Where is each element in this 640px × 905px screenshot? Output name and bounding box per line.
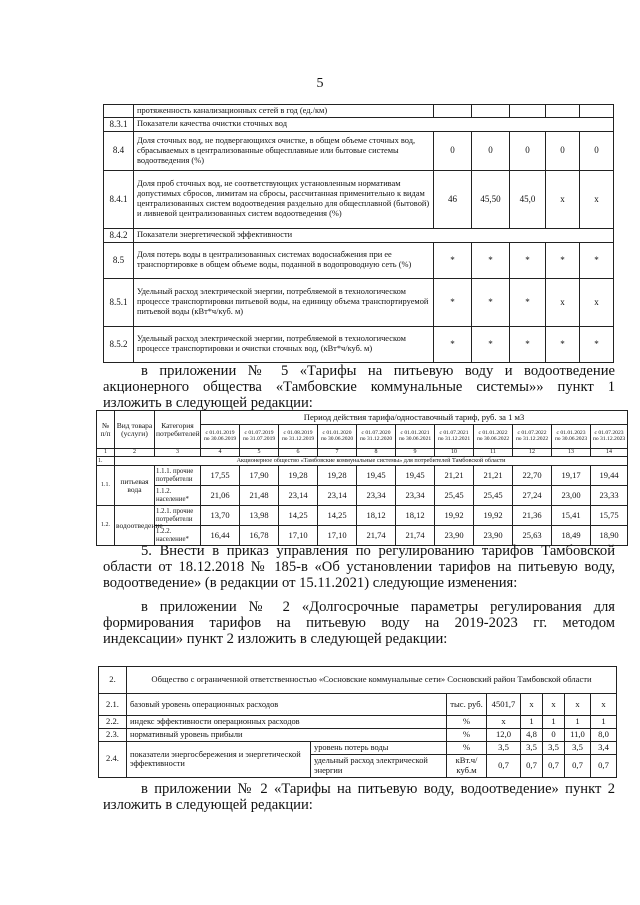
table-cell: 45,50 xyxy=(472,170,510,228)
unit-cell: тыс. руб. xyxy=(447,694,487,716)
table-cell: 0 xyxy=(543,728,565,741)
table-row xyxy=(104,228,614,242)
column-index: 3 xyxy=(155,449,201,457)
period-cell: с 01.08.2019 по 31.12.2019 xyxy=(279,425,318,449)
table-cell: * xyxy=(580,326,614,362)
table-row xyxy=(104,118,614,132)
table-cell: 0,7 xyxy=(543,754,565,777)
table-cell: * xyxy=(434,242,472,278)
tariff-value: 23,34 xyxy=(396,486,435,506)
table-cell: 45,0 xyxy=(510,170,546,228)
tariff-value: 15,41 xyxy=(552,506,591,526)
section-title: Показатели качества очистки сточных вод xyxy=(134,118,614,132)
row-label: Доля сточных вод, не подвергающихся очистке, в общем объеме сточных вод, сбрасываемых в централизованные общесплавные или бытовые системы водоотведения (%) xyxy=(134,131,434,170)
table-cell: * xyxy=(546,326,580,362)
indicators-table xyxy=(103,104,614,363)
section-number: 1. xyxy=(97,457,115,466)
column-index: 11 xyxy=(474,449,513,457)
tariff-value: 14,25 xyxy=(279,506,318,526)
tariff-value: 25,45 xyxy=(474,486,513,506)
tariff-value: 16,78 xyxy=(240,526,279,546)
row-number: 2.2. xyxy=(99,716,127,729)
text-line: 5. Внести в приказ управления по регулированию тарифов Тамбовской xyxy=(141,543,615,559)
period-cell: с 01.07.2020 по 31.12.2020 xyxy=(357,425,396,449)
tariff-value: 23,90 xyxy=(435,526,474,546)
table-cell: 4,8 xyxy=(521,728,543,741)
table-cell: 3,5 xyxy=(521,741,543,754)
column-index: 13 xyxy=(552,449,591,457)
tariff-value: 19,45 xyxy=(357,466,396,486)
page-number: 5 xyxy=(316,76,324,91)
table-cell: 8,0 xyxy=(591,728,617,741)
table-cell: 0,7 xyxy=(521,754,543,777)
row-number: 8.5.1 xyxy=(104,278,134,326)
column-index: 1 xyxy=(97,449,115,457)
table-cell: * xyxy=(546,242,580,278)
text-line: в приложении № 2 «Долгосрочные параметры регулирования для xyxy=(141,599,615,615)
tariff-value: 17,10 xyxy=(318,526,357,546)
column-index: 9 xyxy=(396,449,435,457)
period-cell: с 01.01.2020 по 30.06.2020 xyxy=(318,425,357,449)
table-cell: x xyxy=(580,278,614,326)
row-label: базовый уровень операционных расходов xyxy=(127,694,447,716)
tariff-table xyxy=(96,410,628,546)
table-cell: 46 xyxy=(434,170,472,228)
tariff-value: 21,06 xyxy=(201,486,240,506)
tariff-value: 14,25 xyxy=(318,506,357,526)
tariff-value: 22,70 xyxy=(513,466,552,486)
column-index: 8 xyxy=(357,449,396,457)
row-number: 2.1. xyxy=(99,694,127,716)
tariff-value: 25,63 xyxy=(513,526,552,546)
row-label: Удельный расход электрической энергии, потребляемой в технологическом процессе транспортировки и очистки сточных вод, (кВт*ч/куб. м) xyxy=(134,326,434,362)
column-index: 4 xyxy=(201,449,240,457)
tariff-value: 16,44 xyxy=(201,526,240,546)
table-cell: 1 xyxy=(565,716,591,729)
paragraph-appendix-5 xyxy=(103,363,615,411)
table-row xyxy=(97,449,628,457)
table-cell: 0,7 xyxy=(565,754,591,777)
tariff-value: 23,14 xyxy=(279,486,318,506)
table-cell: * xyxy=(510,278,546,326)
tariff-value: 17,90 xyxy=(240,466,279,486)
paragraph-appendix-2-item-2 xyxy=(103,781,615,813)
section-title: Показатели энергетической эффективности xyxy=(134,228,614,242)
header-period: Период действия тарифа/одноставочный тариф, руб. за 1 м3 xyxy=(201,411,628,425)
row-number: 8.5.2 xyxy=(104,326,134,362)
table-row xyxy=(97,486,628,506)
tariff-value: 23,34 xyxy=(357,486,396,506)
group-kind: питьевая вода xyxy=(115,466,155,506)
tariff-value: 17,55 xyxy=(201,466,240,486)
tariff-value: 19,28 xyxy=(279,466,318,486)
table-cell: 0 xyxy=(472,131,510,170)
period-cell: с 01.01.2022 по 30.06.2022 xyxy=(474,425,513,449)
tariff-value: 21,74 xyxy=(396,526,435,546)
table-row xyxy=(99,667,617,694)
tariff-value: 18,90 xyxy=(591,526,628,546)
paragraph-item-5 xyxy=(103,543,615,591)
tariff-value: 13,98 xyxy=(240,506,279,526)
tariff-value: 19,45 xyxy=(396,466,435,486)
header-no: № п/п xyxy=(97,411,115,449)
unit-cell: % xyxy=(447,741,487,754)
table-cell: * xyxy=(580,242,614,278)
table-cell: * xyxy=(434,326,472,362)
table-cell: x xyxy=(580,170,614,228)
table-row xyxy=(99,741,617,754)
tariff-value: 17,10 xyxy=(279,526,318,546)
table-cell: * xyxy=(472,326,510,362)
row-label: Доля потерь воды в централизованных системах водоснабжения при ее транспортировке в общем объеме воды, поданной в водопроводную сеть (%) xyxy=(134,242,434,278)
table-cell: 3,5 xyxy=(565,741,591,754)
table-cell: 0 xyxy=(510,131,546,170)
paragraph-appendix-2 xyxy=(103,599,615,647)
category-cell: 1.2.2. население* xyxy=(155,526,201,546)
unit-cell: % xyxy=(447,716,487,729)
tariff-value: 21,21 xyxy=(435,466,474,486)
tariff-value: 25,45 xyxy=(435,486,474,506)
unit-cell: кВт.ч/куб.м xyxy=(447,754,487,777)
table-cell: 1 xyxy=(521,716,543,729)
table-cell: 0 xyxy=(546,131,580,170)
row-number: 8.4 xyxy=(104,131,134,170)
period-cell: с 01.07.2019 по 31.07.2019 xyxy=(240,425,279,449)
table-cell: * xyxy=(472,242,510,278)
table-cell: 11,0 xyxy=(565,728,591,741)
table-cell: 1 xyxy=(543,716,565,729)
table-cell: 0,7 xyxy=(591,754,617,777)
group-number: 1.1. xyxy=(97,466,115,506)
tariff-value: 21,48 xyxy=(240,486,279,506)
tariff-value: 27,24 xyxy=(513,486,552,506)
table-cell: * xyxy=(434,278,472,326)
tariff-value: 23,33 xyxy=(591,486,628,506)
header-kind: Вид товара (услуги) xyxy=(115,411,155,449)
text-line: изложить в следующей редакции: xyxy=(103,797,313,813)
table-cell: x xyxy=(546,170,580,228)
tariff-value: 15,75 xyxy=(591,506,628,526)
table-cell: 4501,7 xyxy=(487,694,521,716)
table-cell: 3,5 xyxy=(487,741,521,754)
table-cell: 0 xyxy=(434,131,472,170)
group-kind: водоотведение xyxy=(115,506,155,546)
text-line: формирования тарифов на питьевую воду на 2019-2023 гг. методом xyxy=(103,615,615,631)
column-index: 5 xyxy=(240,449,279,457)
table-cell: x xyxy=(487,716,521,729)
column-index: 14 xyxy=(591,449,628,457)
tariff-value: 21,21 xyxy=(474,466,513,486)
table-cell: x xyxy=(521,694,543,716)
table-cell: x xyxy=(565,694,591,716)
row-number: 2. xyxy=(99,667,127,694)
tariff-value: 13,70 xyxy=(201,506,240,526)
table-cell: 3,4 xyxy=(591,741,617,754)
tariff-value: 19,92 xyxy=(435,506,474,526)
row-number: 8.4.2 xyxy=(104,228,134,242)
tariff-value: 18,12 xyxy=(396,506,435,526)
table-cell: * xyxy=(510,242,546,278)
table-row xyxy=(104,326,614,362)
table-cell: 1 xyxy=(591,716,617,729)
tariff-value: 23,14 xyxy=(318,486,357,506)
row-label: Удельный расход электрической энергии, потребляемой в технологическом процессе транспортировки питьевой воды, на единицу объема транспортируемой питьевой воды (кВт*ч/куб. м) xyxy=(134,278,434,326)
period-cell: с 01.07.2021 по 31.12.2021 xyxy=(435,425,474,449)
table-row xyxy=(97,506,628,526)
table-cell: 0,7 xyxy=(487,754,521,777)
column-index: 10 xyxy=(435,449,474,457)
column-index: 6 xyxy=(279,449,318,457)
table-cell: 0 xyxy=(580,131,614,170)
section-title: Акционерное общество «Тамбовские коммунальные системы» для потребителей Тамбовской области xyxy=(115,457,628,466)
row-number: 8.3.1 xyxy=(104,118,134,132)
tariff-value: 23,00 xyxy=(552,486,591,506)
row-number: 8.4.1 xyxy=(104,170,134,228)
row-label: индекс эффективности операционных расходов xyxy=(127,716,447,729)
table-cell: * xyxy=(472,278,510,326)
table-cell: x xyxy=(591,694,617,716)
row-label: нормативный уровень прибыли xyxy=(127,728,447,741)
column-index: 2 xyxy=(115,449,155,457)
text-line: в приложении № 5 «Тарифы на питьевую воду и водоотведение xyxy=(141,363,615,379)
text-line: области от 18.12.2018 № 185-в «Об установлении тарифов на питьевую воду, xyxy=(103,559,615,575)
tariff-value: 21,36 xyxy=(513,506,552,526)
text-line: водоотведение» (в редакции от 15.11.2021) следующие изменения: xyxy=(103,575,518,591)
table-row xyxy=(99,728,617,741)
parameters-table xyxy=(98,666,617,778)
text-line: индексации» пункт 2 изложить в следующей редакции: xyxy=(103,631,448,647)
column-index: 7 xyxy=(318,449,357,457)
table-row xyxy=(99,694,617,716)
table-row xyxy=(97,457,628,466)
category-cell: 1.1.2. население* xyxy=(155,486,201,506)
table-cell: x xyxy=(543,694,565,716)
category-cell: 1.1.1. прочие потребители xyxy=(155,466,201,486)
organization-title: Общество с ограниченной ответственностью «Сосновские коммунальные сети» Сосновский район Тамбовской области xyxy=(127,667,617,694)
tariff-value: 23,90 xyxy=(474,526,513,546)
row-number: 2.3. xyxy=(99,728,127,741)
category-cell: 1.2.1. прочие потребители xyxy=(155,506,201,526)
group-number: 1.2. xyxy=(97,506,115,546)
table-row xyxy=(97,466,628,486)
table-cell: 12,0 xyxy=(487,728,521,741)
table-row xyxy=(104,105,614,118)
table-row xyxy=(104,242,614,278)
tariff-value: 19,44 xyxy=(591,466,628,486)
tariff-value: 21,74 xyxy=(357,526,396,546)
table-row xyxy=(104,170,614,228)
row-label: Доля проб сточных вод, не соответствующих установленным нормативам допустимых сбросов, лимитам на сбросы, рассчитанная применительно к видам централизованных систем водоотведения раздельно для общесплавной (бытовой) и ливневой централизованных систем водоотведения (%) xyxy=(134,170,434,228)
period-cell: с 01.07.2022 по 31.12.2022 xyxy=(513,425,552,449)
period-cell: с 01.01.2023 по 30.06.2023 xyxy=(552,425,591,449)
text-line: изложить в следующей редакции: xyxy=(103,395,313,411)
sub-label: уровень потерь воды xyxy=(311,741,447,754)
table-row xyxy=(104,131,614,170)
row-number: 8.5 xyxy=(104,242,134,278)
sub-label: удельный расход электрической энергии xyxy=(311,754,447,777)
period-cell: с 01.01.2021 по 30.06.2021 xyxy=(396,425,435,449)
table-row xyxy=(104,278,614,326)
tariff-value: 19,92 xyxy=(474,506,513,526)
table-cell: x xyxy=(546,278,580,326)
text-line: в приложении № 2 «Тарифы на питьевую воду, водоотведение» пункт 2 xyxy=(141,781,615,797)
table-cell: 3,5 xyxy=(543,741,565,754)
tariff-value: 18,12 xyxy=(357,506,396,526)
tariff-value: 18,49 xyxy=(552,526,591,546)
period-cell: с 01.01.2019 по 30.06.2019 xyxy=(201,425,240,449)
table-row xyxy=(97,411,628,425)
table-cell: * xyxy=(510,326,546,362)
period-cell: с 01.07.2023 по 31.12.2023 xyxy=(591,425,628,449)
table-cell: протяженность канализационных сетей в год (ед./км) xyxy=(134,105,434,118)
row-label: показатели энергосбережения и энергетической эффективности xyxy=(127,741,311,777)
tariff-value: 19,17 xyxy=(552,466,591,486)
column-index: 12 xyxy=(513,449,552,457)
tariff-value: 19,28 xyxy=(318,466,357,486)
row-number: 2.4. xyxy=(99,741,127,777)
header-category: Категория потребителей xyxy=(155,411,201,449)
table-row xyxy=(99,716,617,729)
text-line: акционерного общества «Тамбовские коммунальные системы»» пункт 1 xyxy=(103,379,615,395)
unit-cell: % xyxy=(447,728,487,741)
